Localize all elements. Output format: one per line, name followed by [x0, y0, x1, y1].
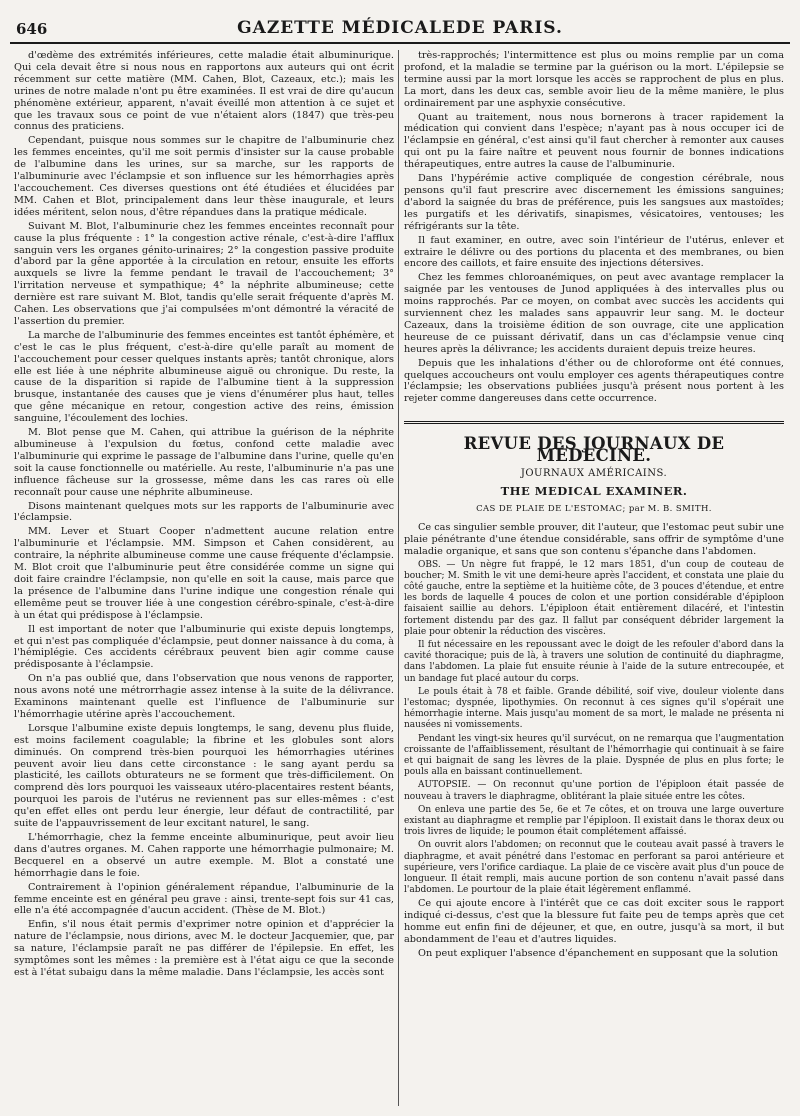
paragraph: Depuis que les inhalations d'éther ou de chloroforme ont été connues, quelques accoucheurs ont voulu employer ces agents thérapeutiques contre l'éclampsie; les observations publiées jusqu'à présent nous portent à les rejeter comme dangereuses dans cette occurrence. — [404, 357, 784, 405]
page-number: 646 — [16, 20, 48, 38]
paragraph: Suivant M. Blot, l'albuminurie chez les femmes enceintes reconnaît pour cause la plus fréquente : 1° la congestion active rénale, c'est-à-dire l'afflux sanguin vers les organes génito-urinaires; 2° la congestion passive produite d'abord par la gêne apportée à la circulation en retour, ensuite les efforts auxquels se livre la femme pendant le travail de l'accouchement; 3° l'irritation nerveuse et sympathique; 4° la néphrite albumineuse; cette dernière est rare suivant M. Blot, tandis qu'elle serait fréquente d'après M. Cahen. Les observations que j'ai compulsées m'ont démontré la véracité de l'assertion du premier. — [14, 220, 394, 327]
observation-paragraph: Pendant les vingt-six heures qu'il survécut, on ne remarqua que l'augmentation croissante de l'affaiblissement, résultant de l'hémorrhagie qui continuait à se faire et qui baignait de sang les lèvres de la plaie. Dyspnée de plus en plus forte; le pouls alla en baissant continuellement. — [404, 733, 784, 778]
revue-title: REVUE DES JOURNAUX DE MÉDECINE. — [463, 434, 725, 466]
paragraph: Lorsque l'albumine existe depuis longtemps, le sang, devenu plus fluide, est moins facilement coagulable; la fibrine et les globules sont alors diminués. On comprend très-bien pourquoi les hémorrhagies utérines peuvent avoir lieu dans cette circonstance : le sang ayant perdu sa plasticité, les caillots obturateurs ne se forment que très-difficilement. On comprend dès lors pourquoi les vaisseaux utéro-placentaires restent béants, pourquoi les parois de l'utérus ne reviennent pas sur elles-mêmes : c'est qu'en effet elles ont perdu leur énergie, leur défaut de contractilité, par suite de l'appauvrissement de leur excitant naturel, le sang. — [14, 722, 394, 830]
page-header — [10, 16, 790, 44]
column-divider — [398, 50, 399, 1106]
observation-paragraph: AUTOPSIE. — On reconnut qu'une portion de l'épiploon était passée de nouveau à travers le diaphragme, oblitérant la plaie située entre les côtes. — [404, 780, 784, 802]
observation-paragraph: On enleva une partie des 5e, 6e et 7e côtes, et on trouva une large ouverture existant au diaphragme et remplie par l'épiploon. Il existait dans le thorax deux ou trois livres de liquide; le poumon était complétement affaissé. — [404, 804, 784, 838]
section-rule — [404, 421, 784, 424]
journal-name: THE MEDICAL EXAMINER. — [500, 484, 688, 498]
paragraph: Ce cas singulier semble prouver, dit l'auteur, que l'estomac peut subir une plaie pénétrante d'une étendue considérable, sans offrir de symptôme d'une maladie organique, et sans que son contenu s'épanche dans l'abdomen. — [404, 521, 784, 557]
paragraph: Quant au traitement, nous nous bornerons à tracer rapidement la médication qui convient dans l'espèce; n'ayant pas à nous occuper ici de l'éclampsie en général, c'est ainsi qu'il faut chercher à remonter aux causes qui ont pu la faire naître et peuvent nous fournir de bonnes indications thérapeutiques, entre autres la cause de l'albuminurie. — [404, 111, 784, 171]
paragraph: On n'a pas oublié que, dans l'observation que nous venons de rapporter, nous avons noté une métrorrhagie assez intense à la suite de la délivrance. Examinons maintenant quelle est l'influence de l'albuminurie sur l'hémorrhagie utérine après l'accouchement. — [14, 673, 394, 720]
paragraph: Disons maintenant quelques mots sur les rapports de l'albuminurie avec l'éclampsie. — [14, 500, 394, 524]
observation-paragraph: OBS. — Un nègre fut frappé, le 12 mars 1851, d'un coup de couteau de boucher; M. Smith le vit une demi-heure après l'accident, et constata une plaie du côté gauche, entre la septième et la huitième côte, de 3 pouces d'étendue, et entre les bords de laquelle 4 pouces de colon et une portion considérable d'épiploon faisaient saillie au dehors. L'épiploon était entièrement dilacéré, et l'intestin fortement distendu par des gaz. Il fallut par conséquent débrider largement la plaie pour obtenir la réduction des viscères. — [404, 559, 784, 637]
paragraph: L'hémorrhagie, chez la femme enceinte albuminurique, peut avoir lieu dans d'autres organes. M. Cahen rapporte une hémorrhagie pulmonaire; M. Becquerel en a observé un autre exemple. M. Blot a constaté une hémorrhagie dans le foie. — [14, 832, 394, 879]
left-column — [14, 50, 394, 1110]
right-column-end — [404, 898, 784, 960]
paragraph: très-rapprochés; l'intermittence est plus ou moins remplie par un coma profond, et la maladie se termine par la guérison ou la mort. L'épilepsie se termine aussi par la mort lorsque les accès se rapprochent de plus en plus. La mort, dans les deux cas, semble avoir lieu de la même manière, le plus ordinairement par une asphyxie consécutive. — [404, 50, 784, 109]
paragraph: Contrairement à l'opinion généralement répandue, l'albuminurie de la femme enceinte est en général peu grave : ainsi, trente-sept fois sur 41 cas, elle n'a été accompagnée d'aucun accident. (Thèse de M. Blot.) — [14, 881, 394, 917]
right-column-top — [404, 50, 784, 405]
observation-paragraph: Il fut nécessaire en les repoussant avec le doigt de les refouler d'abord dans la cavité thoracique; puis de là, à travers une solution de continuité du diaphragme, dans l'abdomen. La plaie fut ensuite réunie à l'aide de la suture entrecoupée, et un bandage fut placé autour du corps. — [404, 639, 784, 684]
paragraph: M. Blot pense que M. Cahen, qui attribue la guérison de la néphrite albumineuse à l'expulsion du fœtus, confond cette maladie avec l'albuminurie qui exprime le passage de l'albumine dans l'urine, quelle qu'en soit la cause fonctionnelle ou matérielle. Au reste, l'albuminurie n'a pas une influence fâcheuse sur la grossesse, même dans les cas rares où elle reconnaît pour cause une néphrite albumineuse. — [14, 427, 394, 498]
paragraph: Cependant, puisque nous sommes sur le chapitre de l'albuminurie chez les femmes enceintes, qu'il me soit permis d'insister sur la cause probable de l'albumine dans les urines, sur sa marche, sur les rapports de l'albuminurie avec l'éclampsie et son influence sur les hémorrhagies après l'accouchement. Ces diverses questions ont été étudiées et élucidées par MM. Cahen et Blot, principalement dans leur thèse inaugurale, et leurs idées méritent, selon nous, d'être répandues dans la pratique médicale. — [14, 135, 394, 218]
paragraph: Il faut examiner, en outre, avec soin l'intérieur de l'utérus, enlever et extraire le délivre ou des portions du placenta et des membranes, ou bien encore des caillots, et faire ensuite des injections détersives. — [404, 234, 784, 270]
observation-paragraph: On ouvrit alors l'abdomen; on reconnut que le couteau avait passé à travers le diaphragme, et avait pénétré dans l'estomac en perforant sa paroi antérieure et supérieure, vers l'orifice cardiaque. La plaie de ce viscère avait plus d'un pouce de longueur. Il était rempli, mais aucune portion de son contenu n'avait passé dans l'abdomen. Le pourtour de la plaie était légèrement enflammé. — [404, 840, 784, 896]
right-column-intro — [404, 522, 784, 558]
case-observation — [404, 560, 784, 897]
gazette-title: GAZETTE MÉDICALEDE PARIS. — [237, 18, 563, 38]
right-column — [404, 50, 784, 1110]
paragraph: Ce qui ajoute encore à l'intérêt que ce cas doit exciter sous le rapport indiqué ci-dessus, c'est que la blessure fut faite peu de temps après que cet homme eut enfin fini de déjeuner, et que, en outre, jusqu'à sa mort, il but abondamment de l'eau et d'autres liquides. — [404, 898, 784, 946]
case-title: CAS DE PLAIE DE L'ESTOMAC; par M. B. SMITH. — [476, 503, 712, 514]
paragraph: MM. Lever et Stuart Cooper n'admettent aucune relation entre l'albuminurie et l'éclampsie. MM. Simpson et Cahen considèrent, au contraire, la néphrite albumineuse comme une cause fréquente d'éclampsie. M. Blot croit que l'albuminurie peut être considérée comme un signe qui doit faire craindre l'éclampsie, non qu'elle en soit la cause, mais parce que la présence de l'albumine dans l'urine indique une congestion rénale qui ellemême peut se trouver liée à une congestion cérébro-spinale, c'est-à-dire à un état qui prédispose à l'éclampsie. — [14, 526, 394, 621]
paragraph: On peut expliquer l'absence d'épanchement en supposant que la solution — [418, 948, 779, 960]
paragraph: Il est important de noter que l'albuminurie qui existe depuis longtemps, et qui n'est pas compliquée d'éclampsie, peut donner naissance à du coma, à l'hémiplégie. Ces accidents cérébraux peuvent bien agir comme cause prédisposante à l'éclampsie. — [14, 623, 394, 671]
paragraph: Chez les femmes chloroanémiques, on peut avec avantage remplacer la saignée par les ventouses de Junod appliquées à des intervalles plus ou moins rapprochés. Par ce moyen, on combat avec succès les accidents qui surviennent chez les malades sans appauvrir leur sang. M. le docteur Cazeaux, dans la troisième édition de son ouvrage, cite une application heureuse de ce puissant dérivatif, dans un cas d'éclampsie venue cinq heures après la délivrance; les accidents duraient depuis treize heures. — [404, 272, 784, 355]
paragraph: Dans l'hypérémie active compliquée de congestion cérébrale, nous pensons qu'il faut prescrire avec discernement les émissions sanguines; d'abord la saignée du bras de préférence, puis les sangsues aux mastoïdes; les purgatifs et les dérivatifs, sinapismes, vésicatoires, ventouses; les réfrigérants sur la tête. — [404, 173, 784, 232]
paragraph: d'œdème des extrémités inférieures, cette maladie était albuminurique. Qui cela devait être si nous nous en rapportons aux auteurs qui ont écrit récemment sur cette matière (MM. Cahen, Blot, Cazeaux, etc.); mais les urines de notre malade n'ont pu être examinées. Il est vrai de dire qu'aucun phénomène extérieur, apparent, n'avait éveillé mon attention à ce sujet et que les travaux sous ce point de vue n'étaient alors (1847) que très-peu connus des praticiens. — [14, 50, 394, 133]
observation-paragraph: Le pouls était à 78 et faible. Grande débilité, soif vive, douleur violente dans l'estomac; dyspnée, lipothymies. On reconnut à ces signes qu'il s'opérait une hémorrhagie interne. Mais jusqu'au moment de sa mort, le malade ne présenta ni nausées ni vomissements. — [404, 686, 784, 731]
journal-group: JOURNAUX AMÉRICAINS. — [520, 468, 668, 480]
paragraph: La marche de l'albuminurie des femmes enceintes est tantôt éphémère, et c'est le cas le plus fréquent, c'est-à-dire qu'elle paraît au moment de l'accouchement pour cesser quelques instants après; tantôt chronique, alors elle est liée à une néphrite albumineuse aiguë ou chronique. Du reste, la cause de la disparition si rapide de l'albumine tient à la suppression brusque, instantanée des causes que je viens d'énumérer plus haut, telles que gêne mécanique en retour, congestion active des reins, émission sanguine, l'écoulement des lochies. — [14, 329, 394, 425]
paragraph: Enfin, s'il nous était permis d'exprimer notre opinion et d'apprécier la nature de l'éclampsie, nous dirions, avec M. le docteur Jacquemier, que, par sa nature, l'éclampsie paraît ne pas différer de l'épilepsie. En effet, les symptômes sont les mêmes : la première est à l'état aigu ce que la seconde est à l'état subaigu dans la même maladie. Dans l'éclampsie, les accès sont — [14, 919, 394, 978]
